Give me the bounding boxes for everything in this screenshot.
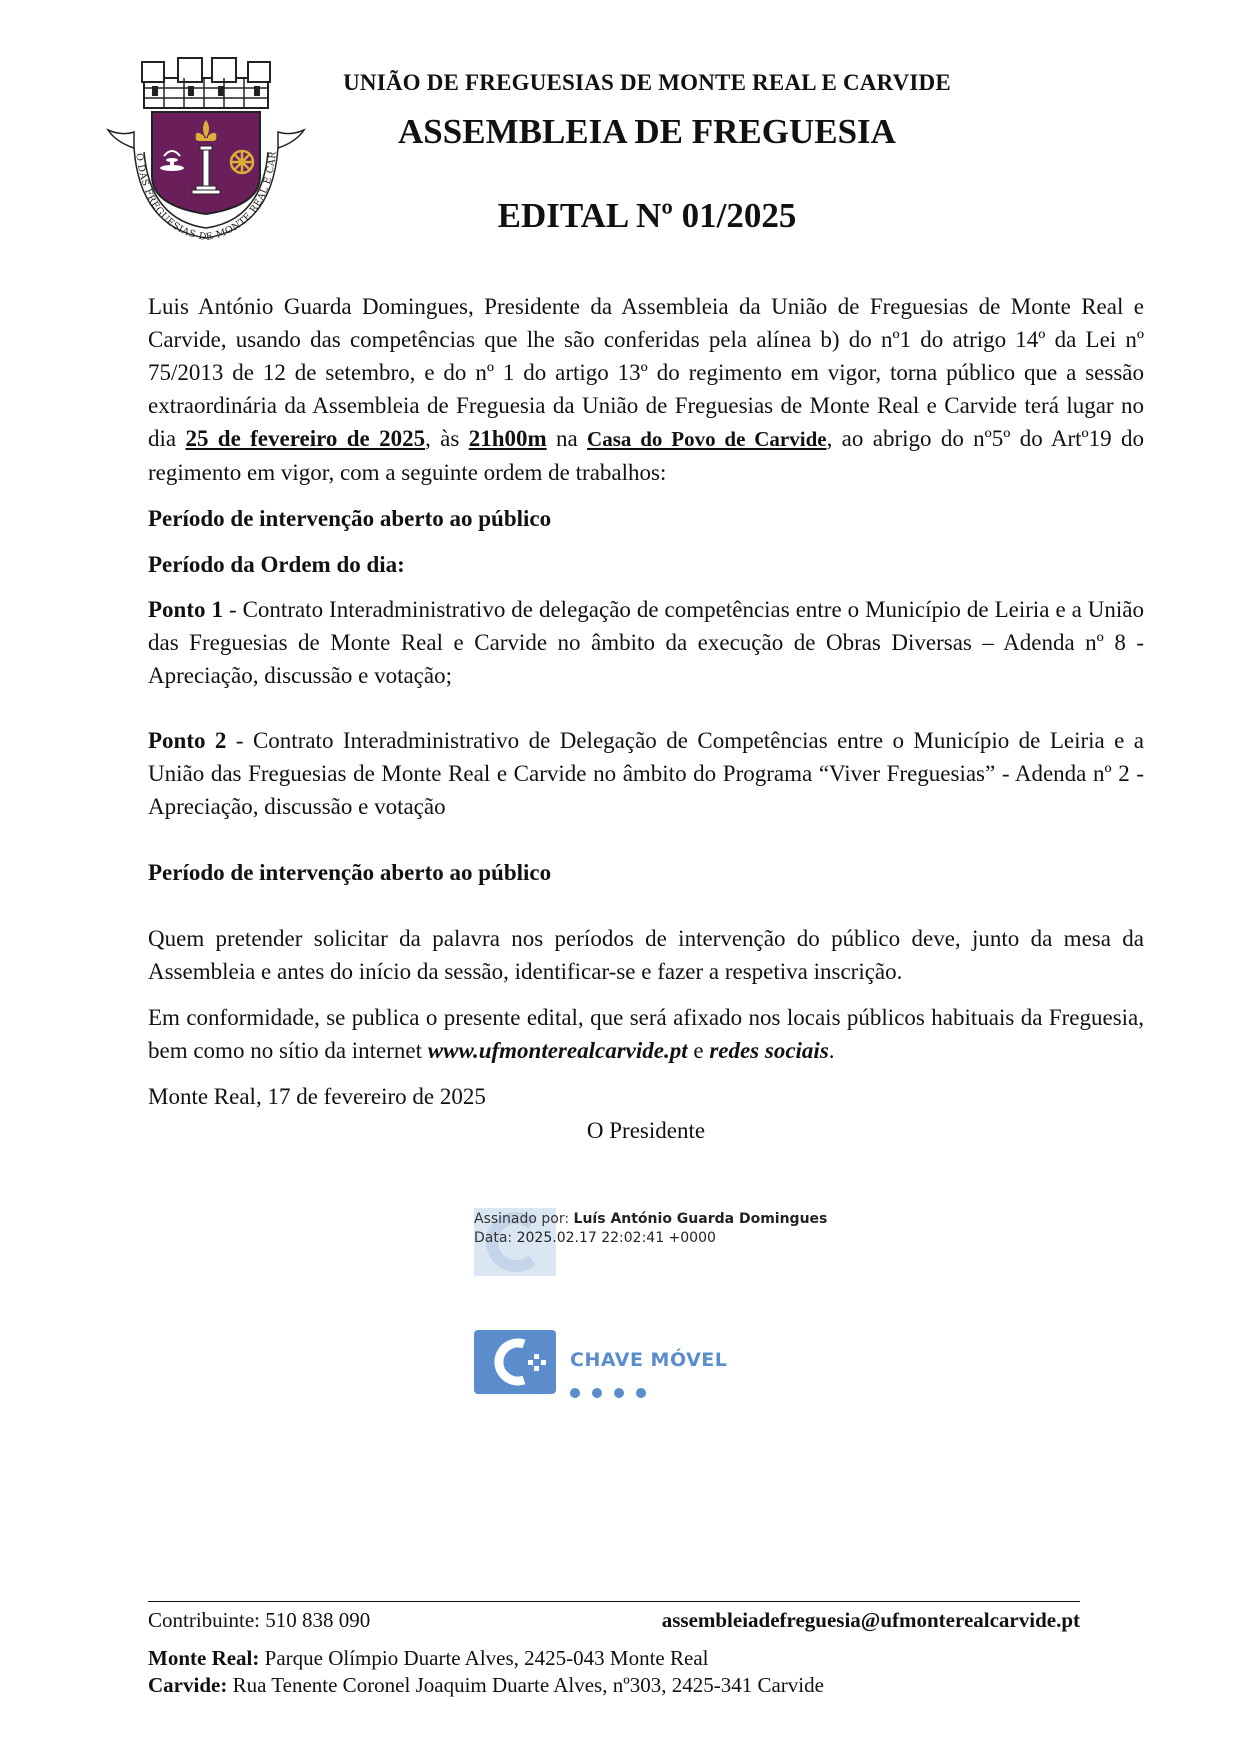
session-time: 21h00m (468, 426, 547, 451)
chave-movel-dots (570, 1383, 658, 1402)
chave-movel-icon (474, 1330, 556, 1394)
digital-signature (474, 1208, 894, 1371)
edital-title: EDITAL Nº 01/2025 (497, 196, 797, 235)
agenda-item-1: Ponto 1 - Contrato Interadministrativo de delegação de competências entre o Município de Leiria e a União das Freguesias de Monte Real e Carvide no âmbito da execução de Obras Diversas – Adenda nº 8 - Apreciação, discussão e votação; (148, 597, 1145, 688)
address-monte-real: Monte Real: Parque Olímpio Duarte Alves, 2425-043 Monte Real (148, 1646, 709, 1670)
agenda-item-1-label: Ponto 1 (148, 597, 223, 622)
intro-paragraph: Luis António Guarda Domingues, Presidente da Assembleia da União de Freguesias de Monte Real e Carvide, usando das competências que lhe são conferidas pela alínea b) do nº1 do atrigo 14º da Lei nº 75/2013 de 12 de setembro, e do nº 1 do artigo 13º do regimento em vigor, torna público que a sessão extraordinária da Assembleia de Freguesia da União de Freguesias de Monte Real e Carvide terá lugar no dia 25 de fevereiro de 2025, às 21h00m na Casa do Povo de Carvide, ao abrigo do nº5º do Artº19 do regimento em vigor, com a seguinte ordem de trabalhos: (148, 294, 1144, 485)
session-place: Casa do Povo de Carvide (587, 427, 827, 451)
public-period-heading-1: Período de intervenção aberto ao público (148, 506, 552, 531)
footer-contact (148, 1607, 1080, 1633)
coat-of-arms-logo (104, 56, 308, 246)
chave-movel-brand: CHAVE MÓVEL (570, 1349, 728, 1371)
public-period-heading-2: Período de intervenção aberto ao público (148, 860, 552, 885)
place-date: Monte Real, 17 de fevereiro de 2025 (148, 1084, 486, 1109)
signer-name: Luís António Guarda Domingues (573, 1211, 828, 1227)
president-title: O Presidente (586, 1118, 706, 1143)
signature-date: 2025.02.17 22:02:41 +0000 (516, 1230, 716, 1246)
crest-ribbon-text: O DAS FREGUESIAS DE MONTE REAL E CAR (133, 150, 279, 244)
coat-of-arms-image (104, 56, 308, 246)
signature-details: Assinado por: Luís António Guarda Domingues Data: 2025.02.17 22:02:41 +0000 (474, 1211, 828, 1246)
address-carvide: Carvide: Rua Tenente Coronel Joaquim Duarte Alves, nº303, 2425-341 Carvide (148, 1673, 824, 1697)
registration-paragraph: Quem pretender solicitar da palavra nos períodos de intervenção do público deve, junto da mesa da Assembleia e antes do início da sessão, identificar-se e fazer a respetiva inscrição. (148, 926, 1144, 984)
assembly-heading: ASSEMBLEIA DE FREGUESIA (398, 112, 896, 151)
order-period-heading: Período da Ordem do dia: (148, 552, 405, 577)
footer-divider (148, 1601, 1080, 1602)
agenda-item-2-label: Ponto 2 (148, 728, 227, 753)
session-date: 25 de fevereiro de 2025 (185, 426, 426, 451)
tax-id: Contribuinte: 510 838 090 (148, 1608, 371, 1632)
union-heading: UNIÃO DE FREGUESIAS DE MONTE REAL E CARVIDE (343, 70, 951, 95)
social-networks: redes sociais (709, 1038, 829, 1063)
website-link[interactable]: www.ufmonterealcarvide.pt (427, 1038, 688, 1063)
agenda-item-2: Ponto 2 - Contrato Interadministrativo de Delegação de Competências entre o Município de Leiria e a União das Freguesias de Monte Real e Carvide no âmbito do Programa “Viver Freguesias” - Adenda nº 2 - Apreciação, discussão e votação (148, 728, 1145, 819)
footer-email[interactable]: assembleiadefreguesia@ufmonterealcarvide.pt (661, 1608, 1080, 1632)
publication-paragraph: Em conformidade, se publica o presente edital, que será afixado nos locais públicos habituais da Freguesia, bem como no sítio da internet www.ufmonterealcarvide.pt e redes sociais. (148, 1005, 1144, 1063)
document-body (148, 290, 1144, 1147)
